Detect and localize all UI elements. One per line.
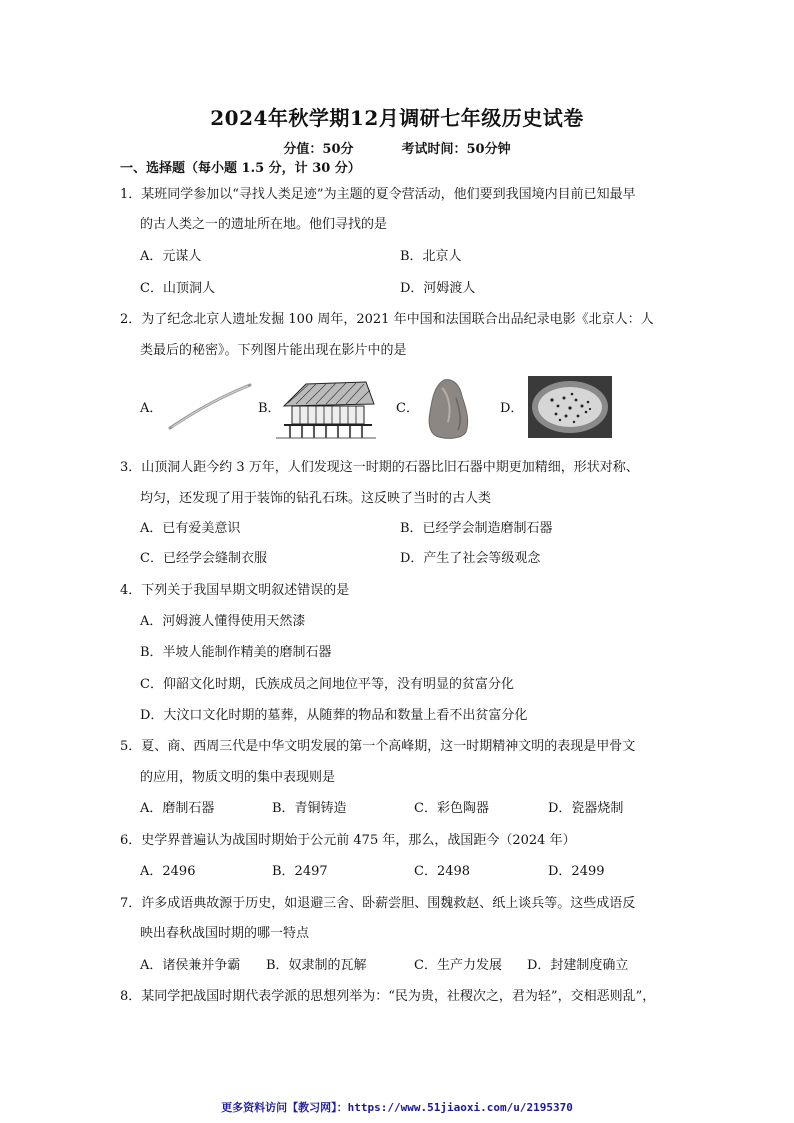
question-3-line-1: 3．山顶洞人距今约 3 万年，人们发现这一时期的石器比旧石器中期更加精细，形状对称、 (120, 460, 639, 475)
stone-tool-image (426, 378, 472, 440)
stilt-house-image (276, 378, 376, 440)
question-5-line-2: 的应用，物质文明的集中表现则是 (140, 770, 336, 785)
question-2-option-d: D． (500, 401, 524, 416)
exam-meta (0, 138, 794, 157)
question-3-option-d: D．产生了社会等级观念 (400, 551, 541, 566)
question-6-option-c: C．2498 (414, 864, 471, 879)
question-2-option-c: C． (396, 401, 419, 416)
section-heading: 一、选择题（每小题 1.5 分，计 30 分） (120, 161, 361, 176)
question-1-option-b: B．北京人 (400, 249, 462, 264)
question-3-option-b: B．已经学会制造磨制石器 (400, 521, 553, 536)
question-7-line-2: 映出春秋战国时期的哪一特点 (140, 926, 310, 941)
question-5-option-c: C．彩色陶器 (414, 801, 489, 816)
question-5-option-d: D．瓷器烧制 (548, 801, 624, 816)
question-4-option-c: C．仰韶文化时期，氏族成员之间地位平等，没有明显的贫富分化 (140, 677, 514, 692)
question-7-line-1: 7．许多成语典故源于历史，如退避三舍、卧薪尝胆、围魏救赵、纸上谈兵等。这些成语反 (120, 896, 636, 911)
question-2-option-a: A． (140, 401, 163, 416)
question-7-option-c: C．生产力发展 (414, 958, 502, 973)
exam-time-label: 考试时间：50分钟 (401, 142, 511, 157)
bone-needle-image (168, 382, 253, 432)
question-1-option-d: D．河姆渡人 (400, 281, 476, 296)
question-6-option-a: A．2496 (140, 864, 196, 879)
question-4-option-a: A．河姆渡人懂得使用天然漆 (140, 614, 306, 629)
question-7-option-b: B．奴隶制的瓦解 (266, 958, 367, 973)
question-7-option-a: A．诸侯兼并争霸 (140, 958, 241, 973)
question-2-line-1: 2．为了纪念北京人遗址发掘 100 周年，2021 年中国和法国联合出品纪录电影《北京人：人 (120, 312, 654, 327)
question-5-line-1: 5．夏、商、西周三代是中华文明发展的第一个高峰期，这一时期精神文明的表现是甲骨文 (120, 739, 636, 754)
question-3-option-a: A．已有爱美意识 (140, 521, 241, 536)
rice-remains-image (528, 376, 612, 438)
question-3-line-2: 均匀，还发现了用于装饰的钻孔石珠。这反映了当时的古人类 (140, 491, 492, 506)
question-2-line-2: 类最后的秘密》。下列图片能出现在影片中的是 (140, 343, 407, 358)
question-7-option-d: D．封建制度确立 (527, 958, 629, 973)
page-title: 2024年秋学期12月调研七年级历史试卷 (210, 106, 584, 130)
score-label: 分值：50分 (283, 142, 354, 157)
question-1-option-c: C．山顶洞人 (140, 281, 215, 296)
question-6-line-1: 6．史学界普遍认为战国时期始于公元前 475 年，那么，战国距今（2024 年） (120, 833, 576, 848)
question-4-option-b: B．半坡人能制作精美的磨制石器 (140, 645, 332, 660)
question-8-line-1: 8．某同学把战国时期代表学派的思想列举为：“民为贵，社稷次之，君为轻”，交相恶则乱”， (120, 989, 656, 1004)
question-4-option-d: D．大汶口文化时期的墓葬，从随葬的物品和数量上看不出贫富分化 (140, 708, 528, 723)
question-1-option-a: A．元谋人 (140, 249, 202, 264)
question-1-line-2: 的古人类之一的遗址所在地。他们寻找的是 (140, 217, 388, 232)
question-3-option-c: C．已经学会缝制衣服 (140, 551, 267, 566)
question-6-option-b: B．2497 (272, 864, 328, 879)
question-1-line-1: 1．某班同学参加以“寻找人类足迹”为主题的夏令营活动，他们要到我国境内目前已知最早 (120, 187, 636, 202)
question-2-option-b: B． (258, 401, 281, 416)
question-6-option-d: D．2499 (548, 864, 605, 879)
question-4-line-1: 4．下列关于我国早期文明叙述错误的是 (120, 583, 350, 598)
question-5-option-a: A．磨制石器 (140, 801, 215, 816)
footer-link[interactable]: 更多资料访问【教习网】：https://www.51jiaoxi.com/u/2195370 (221, 1101, 573, 1114)
question-5-option-b: B．青铜铸造 (272, 801, 347, 816)
